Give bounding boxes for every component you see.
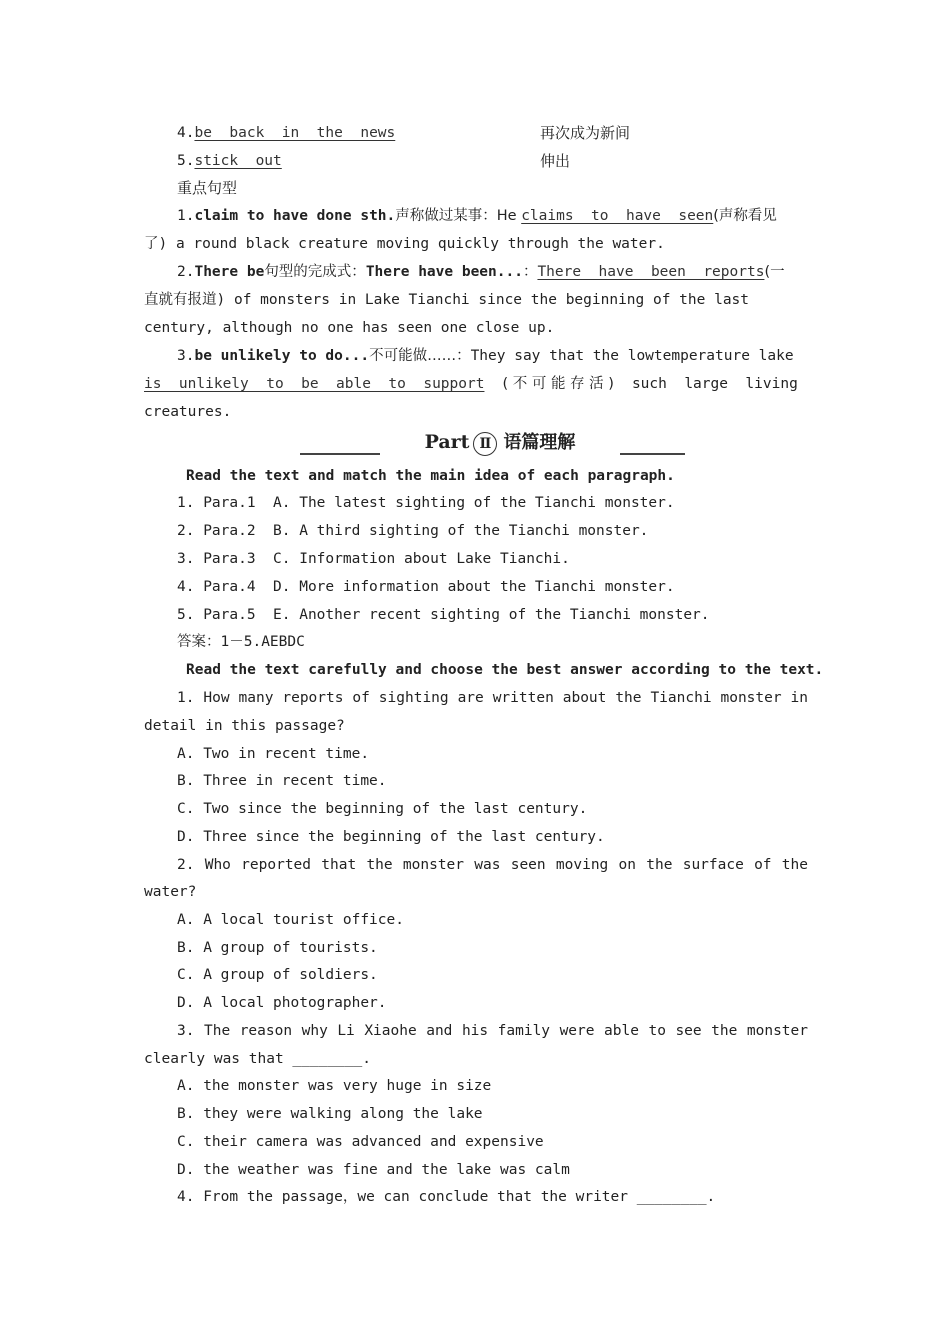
vocab-meaning: 伸出: [540, 152, 571, 170]
question-3-cont: clearly was that ________.: [144, 1051, 371, 1067]
pattern-gloss: (声称看见: [713, 208, 777, 224]
question-4: 4. From the passage，we can conclude that the writer ________.: [177, 1189, 716, 1205]
pattern-2: [177, 262, 808, 282]
option: D. the weather was fine and the lake was calm: [177, 1162, 570, 1178]
section-heading: 重点句型: [177, 179, 238, 197]
pattern-answer: claims to have seen: [521, 208, 714, 224]
question-2-cont: water?: [144, 884, 197, 900]
pattern-label: There be: [194, 264, 265, 280]
vocab-phrase: be back in the news: [194, 125, 396, 141]
match-instruction: Read the text and match the main idea of each paragraph.: [186, 468, 675, 484]
vocab-number: 5.: [177, 153, 195, 169]
part-word: Part: [424, 431, 470, 453]
pattern-desc: 句型的完成式：: [264, 264, 366, 280]
part-numeral-badge: Ⅱ: [473, 432, 497, 456]
vocab-item-5: [177, 151, 808, 171]
question-1: 1. How many reports of sighting are written about the Tianchi monster in: [177, 690, 808, 706]
pattern-text: They say that the lowtemperature lake: [470, 348, 794, 364]
option: D. A local photographer.: [177, 995, 387, 1011]
pattern-number: 3.: [177, 348, 195, 364]
option: A. Two in recent time.: [177, 746, 370, 762]
pattern-1: [177, 206, 808, 226]
option: A. the monster was very huge in size: [177, 1078, 492, 1094]
question-3: 3. The reason why Li Xiaohe and his family were able to see the monster: [177, 1023, 808, 1039]
option: C. their camera was advanced and expensive: [177, 1134, 544, 1150]
pattern-label: claim to have done sth.: [194, 208, 396, 224]
option: C. A group of soldiers.: [177, 967, 378, 983]
vocab-meaning: 再次成为新间: [540, 124, 631, 142]
pattern-label-2: There have been...: [365, 264, 523, 280]
pattern-label: be unlikely to do...: [194, 348, 370, 364]
pattern-2-cont: century, although no one has seen one close up.: [144, 320, 555, 336]
pattern-gloss: (一: [764, 264, 785, 280]
match-item: 2. Para.2 B. A third sighting of the Tianchi monster.: [177, 523, 649, 539]
question-1-cont: detail in this passage?: [144, 718, 345, 734]
pattern-3: [177, 346, 808, 366]
part-title: 语篇理解: [503, 432, 576, 453]
vocab-item-4: [177, 123, 808, 143]
vocab-phrase: stick out: [194, 153, 282, 169]
pattern-3-line2: [144, 374, 808, 394]
pattern-3-cont: creatures.: [144, 404, 232, 420]
match-item: 5. Para.5 E. Another recent sighting of the Tianchi monster.: [177, 607, 710, 623]
match-item: 3. Para.3 C. Information about Lake Tianchi.: [177, 551, 570, 567]
pattern-answer: There have been reports: [537, 264, 765, 280]
match-item: 4. Para.4 D. More information about the Tianchi monster.: [177, 579, 675, 595]
pattern-number: 2.: [177, 264, 195, 280]
pattern-desc: 声称做过某事：He: [395, 208, 522, 224]
vocab-number: 4.: [177, 125, 195, 141]
option: A. A local tourist office.: [177, 912, 404, 928]
pattern-desc: 不可能做……：: [369, 348, 471, 364]
part-heading: [380, 428, 620, 458]
option: B. they were walking along the lake: [177, 1106, 483, 1122]
pattern-answer: is unlikely to be able to support: [144, 376, 485, 392]
pattern-gloss: ( 不 可 能 存 活 ): [502, 376, 614, 392]
option: D. Three since the beginning of the last century.: [177, 829, 605, 845]
option: B. Three in recent time.: [177, 773, 387, 789]
pattern-text: such large living: [631, 376, 798, 392]
option: C. Two since the beginning of the last century.: [177, 801, 588, 817]
answer-label: 答案：: [177, 634, 221, 650]
match-item: 1. Para.1 A. The latest sighting of the Tianchi monster.: [177, 495, 675, 511]
question-2: 2. Who reported that the monster was seen moving on the surface of the: [177, 857, 808, 873]
match-answer: [177, 632, 808, 652]
answer-value: 1－5.AEBDC: [220, 634, 305, 650]
pattern-number: 1.: [177, 208, 195, 224]
pattern-colon: ：: [522, 264, 538, 280]
pattern-2-cont: 直就有报道) of monsters in Lake Tianchi since the beginning of the last: [144, 292, 750, 308]
pattern-1-cont: 了) a round black creature moving quickly through the water.: [144, 236, 665, 252]
mc-instruction: Read the text carefully and choose the best answer according to the text.: [186, 662, 824, 678]
option: B. A group of tourists.: [177, 940, 378, 956]
